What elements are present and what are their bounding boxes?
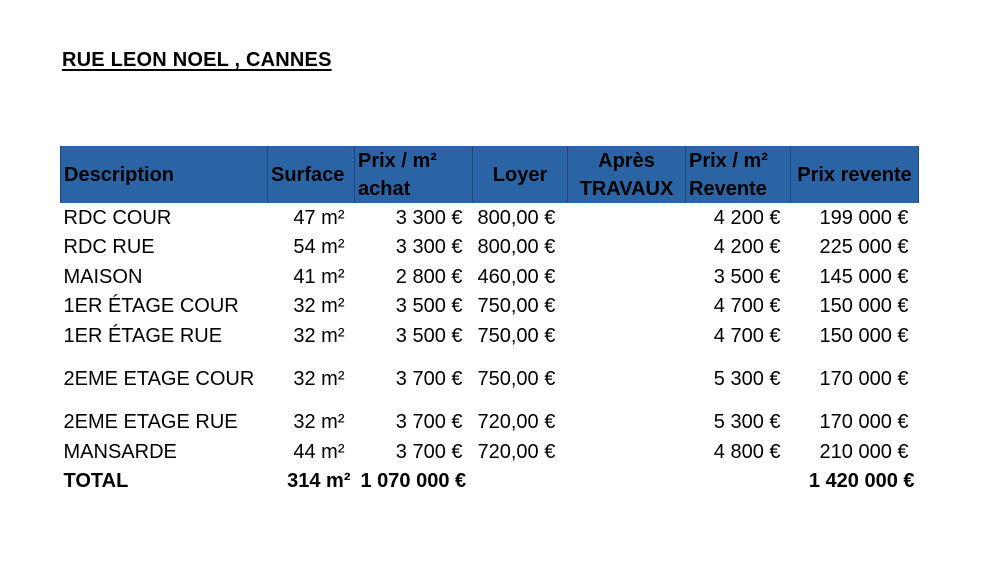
cell-prix-achat: 3 500 €: [395, 295, 463, 318]
table-row: [61, 321, 919, 351]
cell-apres-travaux: [568, 321, 686, 351]
property-table: [60, 146, 919, 496]
total-empty: [568, 467, 686, 497]
table-row: [61, 203, 919, 233]
cell-prix-revente-m2: 4 200 €: [713, 236, 781, 259]
cell-description: MAISON: [63, 265, 143, 288]
cell-prix-revente-m2: 5 300 €: [713, 411, 781, 434]
cell-prix-revente: 145 000 €: [819, 265, 909, 288]
cell-prix-revente: 150 000 €: [819, 295, 909, 318]
cell-loyer: 720,00 €: [477, 411, 556, 434]
total-prix-revente: 1 420 000 €: [808, 470, 915, 493]
header-description: Description: [61, 146, 268, 203]
cell-surface: 54 m²: [293, 236, 345, 259]
header-apres-travaux: Après TRAVAUX: [568, 146, 686, 203]
cell-apres-travaux: [568, 292, 686, 322]
cell-description: 1ER ÉTAGE COUR: [63, 295, 239, 318]
cell-description: 2EME ETAGE RUE: [63, 411, 238, 434]
cell-prix-revente: 199 000 €: [819, 206, 909, 229]
cell-prix-achat: 3 500 €: [395, 324, 463, 347]
cell-loyer: 750,00 €: [477, 324, 556, 347]
cell-apres-travaux: [568, 437, 686, 467]
total-surface: 314 m²: [287, 470, 351, 493]
cell-surface: 47 m²: [293, 206, 345, 229]
table-row: [61, 408, 919, 438]
header-prix-revente: Prix revente: [791, 146, 919, 203]
cell-prix-revente-m2: 4 700 €: [713, 295, 781, 318]
table-row: [61, 292, 919, 322]
total-prix-achat: 1 070 000 €: [360, 470, 467, 493]
cell-loyer: 720,00 €: [477, 440, 556, 463]
cell-surface: 41 m²: [293, 265, 345, 288]
table-body: [61, 203, 919, 496]
cell-loyer: 800,00 €: [477, 206, 556, 229]
table-row: [61, 233, 919, 263]
cell-surface: 32 m²: [293, 368, 345, 390]
cell-loyer: 460,00 €: [477, 265, 556, 288]
cell-loyer: 750,00 €: [477, 295, 556, 318]
cell-prix-revente: 170 000 €: [819, 411, 909, 434]
cell-prix-achat: 3 300 €: [395, 236, 463, 259]
cell-prix-revente-m2: 4 200 €: [713, 206, 781, 229]
cell-prix-achat: 2 800 €: [395, 265, 463, 288]
table-row: [61, 351, 919, 408]
table-header: [61, 146, 919, 203]
cell-apres-travaux: [568, 408, 686, 438]
cell-prix-achat: 3 700 €: [395, 411, 463, 434]
cell-apres-travaux: [568, 233, 686, 263]
cell-prix-revente: 225 000 €: [819, 236, 909, 259]
cell-apres-travaux: [568, 203, 686, 233]
header-row: [61, 146, 919, 203]
table-row: [61, 262, 919, 292]
cell-prix-achat: 3 700 €: [395, 368, 463, 390]
cell-prix-achat: 3 300 €: [395, 206, 463, 229]
cell-prix-revente-m2: 3 500 €: [713, 265, 781, 288]
header-surface: Surface: [268, 146, 355, 203]
cell-apres-travaux: [568, 262, 686, 292]
cell-prix-revente: 170 000 €: [819, 368, 909, 390]
cell-prix-revente: 210 000 €: [819, 440, 909, 463]
cell-description: RDC RUE: [63, 236, 155, 259]
cell-prix-revente-m2: 4 800 €: [713, 440, 781, 463]
total-empty: [686, 467, 791, 497]
cell-apres-travaux: [568, 351, 686, 408]
cell-description: MANSARDE: [63, 440, 177, 463]
cell-prix-achat: 3 700 €: [395, 440, 463, 463]
page-title: RUE LEON NOEL , CANNES: [62, 49, 332, 71]
cell-prix-revente-m2: 4 700 €: [713, 324, 781, 347]
cell-surface: 32 m²: [293, 324, 345, 347]
cell-loyer: 750,00 €: [477, 368, 556, 390]
cell-surface: 32 m²: [293, 411, 345, 434]
cell-prix-revente-m2: 5 300 €: [713, 368, 781, 390]
total-label: TOTAL: [63, 470, 129, 493]
cell-description: 1ER ÉTAGE RUE: [63, 324, 223, 347]
header-prix-revente-m2: Prix / m² Revente: [686, 146, 791, 203]
cell-surface: 44 m²: [293, 440, 345, 463]
cell-prix-revente: 150 000 €: [819, 324, 909, 347]
cell-description: 2EME ETAGE COUR: [63, 368, 255, 390]
cell-description: RDC COUR: [63, 206, 172, 229]
header-prix-achat: Prix / m² achat: [355, 146, 473, 203]
table-row: [61, 437, 919, 467]
cell-surface: 32 m²: [293, 295, 345, 318]
total-row: [61, 467, 919, 497]
cell-loyer: 800,00 €: [477, 236, 556, 259]
header-loyer: Loyer: [473, 146, 568, 203]
